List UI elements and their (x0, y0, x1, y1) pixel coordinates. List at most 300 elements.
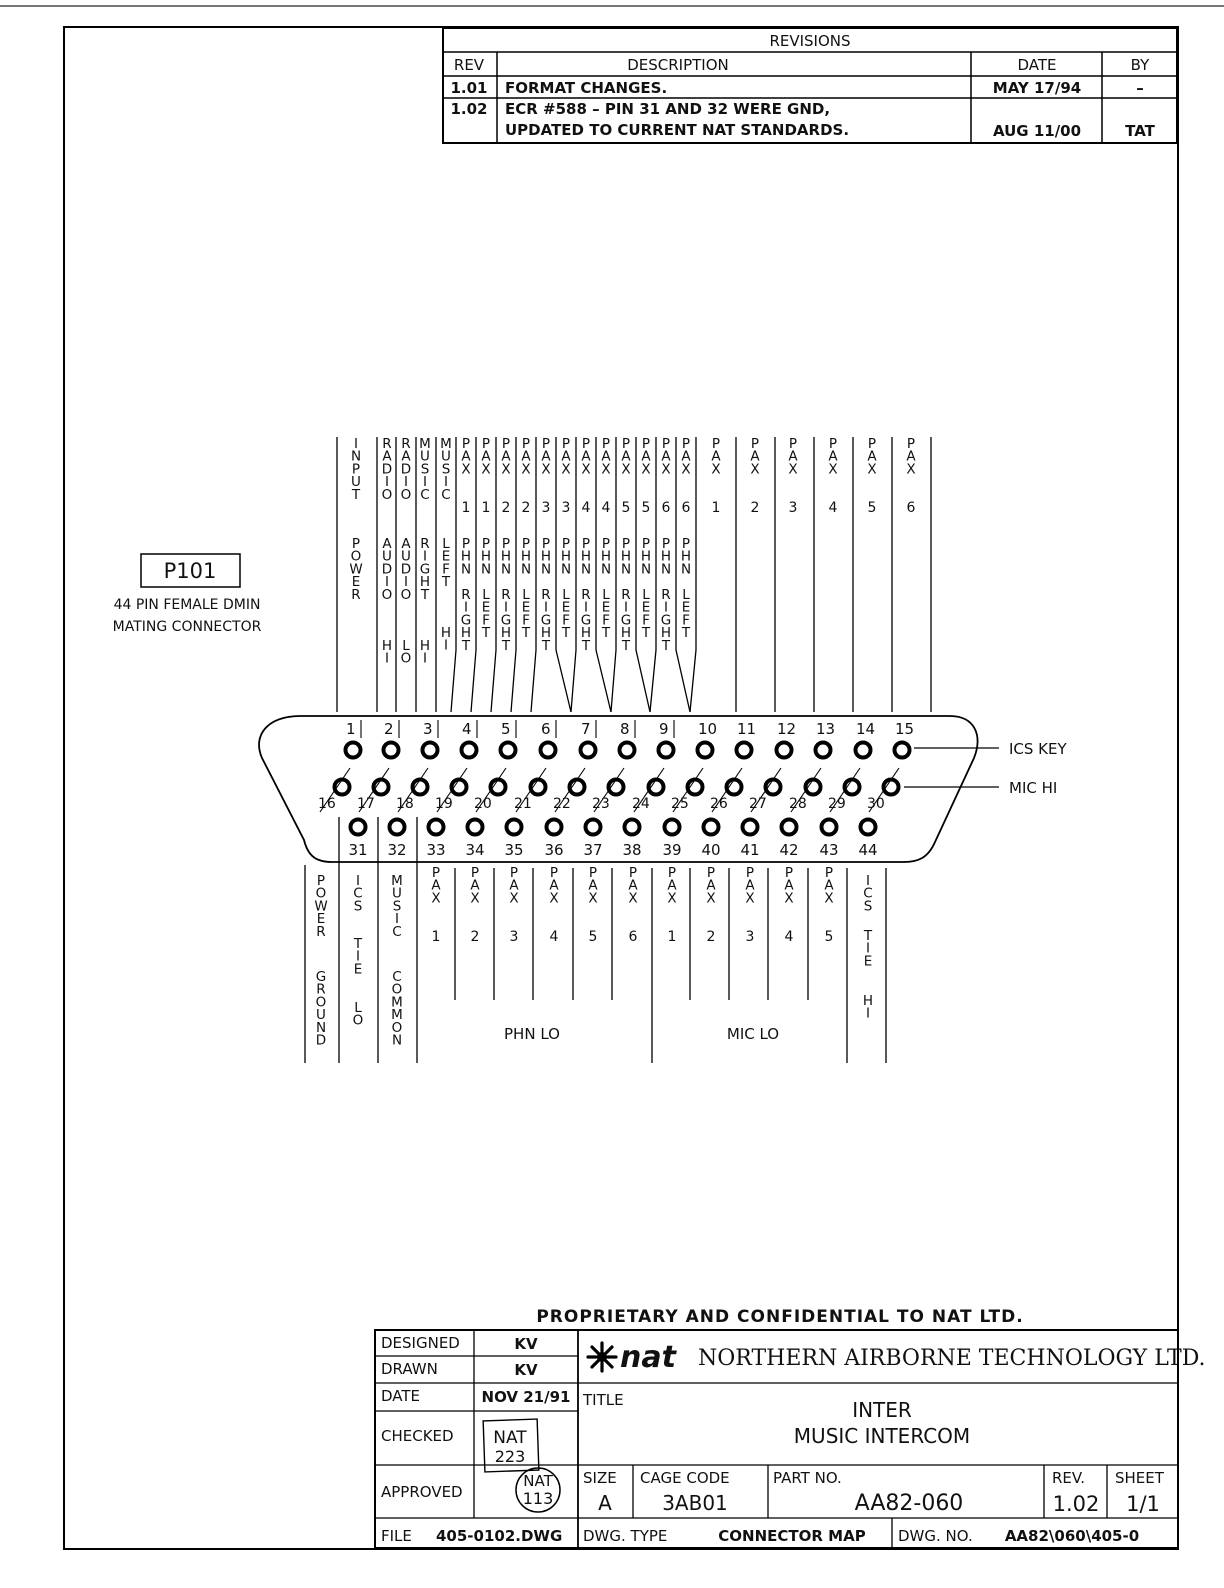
signal-letter: N (520, 561, 532, 578)
pin (583, 820, 602, 860)
svg-text:NAT: NAT (523, 1472, 553, 1490)
signal-letter: H (600, 548, 612, 565)
signal-letter: O (391, 981, 403, 998)
signal-letter: T (441, 574, 451, 591)
signal-letter: A (667, 877, 677, 894)
signal-letter: I (544, 599, 548, 616)
signal-letter: A (382, 448, 392, 465)
signal-letter: M (391, 994, 403, 1011)
pin (867, 768, 899, 812)
signal-letter: 2 (521, 500, 531, 516)
signal-letter: H (660, 548, 672, 565)
pin-number: 23 (592, 796, 610, 812)
signal-letter: L (602, 587, 610, 603)
pin (858, 820, 877, 860)
signal-letter: P (501, 436, 511, 452)
signal-letter: X (745, 890, 755, 907)
signal-letter: R (501, 587, 511, 603)
signal-letter: O (352, 1012, 364, 1029)
signal-letter: M (419, 436, 431, 452)
pin-contact (737, 743, 752, 758)
top-signal-label (906, 436, 916, 516)
signal-letter: R (401, 436, 411, 452)
signal-letter: N (560, 561, 572, 578)
signal-letter: P (509, 865, 519, 881)
signal-letter: A (628, 877, 638, 894)
signal-letter: G (580, 612, 592, 629)
signal-letter: X (828, 461, 838, 478)
signal-letter: H (419, 638, 431, 654)
signal-letter: H (480, 548, 492, 565)
signal-letter: P (549, 865, 559, 881)
signal-letter: E (641, 599, 651, 616)
pin-contact (547, 820, 562, 835)
signal-letter: G (620, 612, 632, 629)
pin-contact (856, 743, 871, 758)
signal-letter: W (314, 898, 328, 915)
bottom-signal-label (628, 865, 638, 945)
signal-letter: I (624, 599, 628, 616)
signal-letter: O (381, 486, 393, 503)
pin (514, 768, 546, 812)
top-signal-label (681, 436, 692, 641)
approved-stamp (516, 1468, 560, 1512)
pin (749, 768, 781, 812)
signal-letter: A (711, 448, 721, 465)
pin-contact (895, 743, 910, 758)
signal-letter: N (620, 561, 632, 578)
signal-letter: X (621, 461, 631, 478)
pin (384, 720, 400, 758)
pin (501, 720, 517, 758)
signal-letter: C (441, 486, 451, 503)
phn-lo-group-label: PHN LO (504, 1025, 560, 1043)
signal-letter: L (442, 536, 450, 552)
signal-letter: 2 (750, 500, 760, 516)
signal-letter: P (824, 865, 834, 881)
signal-letter: N (540, 561, 552, 578)
pin-number: 38 (622, 841, 642, 859)
signal-letter: I (356, 948, 360, 965)
signal-letter: L (482, 587, 490, 603)
signal-letter: 4 (581, 500, 591, 516)
signal-letter: X (601, 461, 611, 478)
pin (671, 768, 703, 812)
bottom-signal-label (745, 865, 755, 945)
signal-letter: 5 (621, 500, 631, 516)
pin (504, 820, 523, 860)
svg-text:nat: nat (620, 1340, 676, 1375)
signal-letter: P (561, 436, 571, 452)
signal-letter: A (588, 877, 598, 894)
signal-letter: 5 (588, 929, 598, 945)
pin (462, 720, 478, 758)
top-signal-label (521, 436, 532, 641)
revision-number: 1.01 (450, 79, 488, 97)
signal-letter: A (541, 448, 551, 465)
pin-contact (423, 743, 438, 758)
signal-letter: 3 (561, 500, 571, 516)
dwg-no-label: DWG. NO. (898, 1527, 973, 1545)
signal-letter: S (392, 898, 402, 915)
rev-value: 1.02 (1052, 1492, 1100, 1516)
signal-letter: X (470, 890, 480, 907)
bottom-signal-label (549, 865, 559, 945)
signal-letter: P (867, 436, 877, 452)
signal-letter: 3 (745, 929, 755, 945)
pin (544, 820, 563, 860)
signal-letter: I (444, 474, 448, 491)
pin-contact (659, 743, 674, 758)
top-signal-label (867, 436, 877, 516)
signal-letter: A (828, 448, 838, 465)
signal-letter: I (385, 474, 389, 491)
pin-contact (782, 820, 797, 835)
pin-number: 16 (318, 796, 336, 812)
signal-wire (571, 650, 576, 712)
signal-letter: F (562, 612, 570, 629)
pin-number: 37 (583, 841, 603, 859)
signal-wire (531, 650, 536, 712)
signal-letter: A (521, 448, 531, 465)
signal-letter: I (385, 650, 389, 667)
signal-letter: A (788, 448, 798, 465)
signal-letter: E (353, 961, 363, 978)
signal-letter: T (541, 637, 551, 654)
signal-letter: I (664, 599, 668, 616)
signal-letter: N (640, 561, 652, 578)
signal-letter: H (540, 625, 552, 642)
top-signal-label (581, 436, 592, 654)
drawn-value: KV (514, 1361, 538, 1379)
pin-number: 33 (426, 841, 446, 859)
signal-letter: H (620, 548, 632, 565)
bottom-signal-label (314, 873, 327, 1049)
signal-letter: F (442, 561, 450, 578)
signal-letter: F (522, 612, 530, 629)
signal-letter: 1 (667, 929, 677, 945)
date-value: NOV 21/91 (481, 1388, 571, 1406)
signal-letter: I (354, 436, 358, 452)
signal-letter: A (470, 877, 480, 894)
top-signal-label (661, 436, 672, 654)
signal-letter: A (561, 448, 571, 465)
signal-letter: C (353, 885, 363, 902)
pin-number: 42 (779, 841, 799, 859)
pin-number: 17 (357, 796, 375, 812)
checked-stamp (483, 1419, 539, 1472)
signal-letter: H (460, 548, 472, 565)
signal-letter: H (460, 625, 472, 642)
signal-letter: 5 (641, 500, 651, 516)
signal-letter: A (824, 877, 834, 894)
signal-letter: 3 (541, 500, 551, 516)
signal-letter: N (660, 561, 672, 578)
signal-letter: A (750, 448, 760, 465)
bottom-signal-labels (314, 865, 873, 1049)
signal-letter: 1 (711, 500, 721, 516)
pin-contact (698, 743, 713, 758)
signal-letter: I (423, 474, 427, 491)
pin-number: 27 (749, 796, 767, 812)
svg-text:NAT: NAT (493, 1428, 527, 1448)
signal-letter: 1 (481, 500, 491, 516)
checked-label: CHECKED (381, 1427, 454, 1445)
pin-contact (816, 743, 831, 758)
signal-letter: T (481, 625, 491, 642)
pin-contact (743, 820, 758, 835)
signal-letter: S (353, 898, 363, 915)
pin (659, 720, 675, 758)
signal-letter: O (381, 586, 393, 603)
pin (777, 720, 797, 758)
signal-letter: A (784, 877, 794, 894)
signal-letter: S (863, 898, 873, 915)
signal-letter: T (641, 625, 651, 642)
revision-number: 1.02 (450, 100, 488, 118)
signal-letter: O (315, 994, 327, 1011)
pin (581, 720, 597, 758)
pin-contact (384, 743, 399, 758)
signal-letter: X (461, 461, 471, 478)
top-signal-label (621, 436, 632, 654)
signal-letter: E (601, 599, 611, 616)
mic-lo-group-label: MIC LO (726, 1025, 780, 1043)
signal-letter: P (351, 536, 361, 552)
pin (819, 820, 838, 860)
pin (357, 768, 389, 812)
pin-number: 34 (465, 841, 485, 859)
signal-letter: P (521, 536, 531, 552)
signal-letter: P (541, 436, 551, 452)
pin-contact (462, 743, 477, 758)
signal-letter: P (661, 536, 671, 552)
signal-letter: P (461, 536, 471, 552)
signal-wire (491, 650, 496, 712)
signal-letter: A (501, 448, 511, 465)
pin (474, 768, 506, 812)
pin (789, 768, 821, 812)
pin (396, 768, 428, 812)
signal-letter: I (584, 599, 588, 616)
pin (701, 820, 720, 860)
signal-letter: 3 (509, 929, 519, 945)
pin (816, 720, 836, 758)
size-label: SIZE (583, 1469, 617, 1487)
signal-letter: T (501, 637, 511, 654)
drawn-label: DRAWN (381, 1360, 438, 1378)
signal-letter: N (391, 1032, 403, 1049)
pin (710, 768, 742, 812)
pin (698, 720, 718, 758)
pin-contact (704, 820, 719, 835)
signal-letter: R (461, 587, 471, 603)
pin (426, 820, 445, 860)
date-label: DATE (381, 1387, 421, 1405)
revision-row (450, 100, 1155, 140)
pin-number: 10 (698, 720, 718, 738)
signal-letter: T (561, 625, 571, 642)
signal-letter: X (431, 890, 441, 907)
dwg-type-value: CONNECTOR MAP (718, 1527, 866, 1545)
pin-number: 20 (474, 796, 492, 812)
signal-letter: T (581, 637, 591, 654)
signal-letter: O (400, 586, 412, 603)
pin-number: 30 (867, 796, 885, 812)
signal-letter: D (400, 461, 412, 478)
signal-letter: X (541, 461, 551, 478)
connector-pins (318, 720, 914, 859)
signal-letter: P (461, 436, 471, 452)
connector-description: MATING CONNECTOR (112, 619, 262, 635)
signal-wire (690, 650, 696, 712)
pin (387, 820, 406, 860)
signal-letter: O (315, 885, 327, 902)
signal-letter: T (661, 637, 671, 654)
signal-letter: A (401, 448, 411, 465)
signal-letter: C (392, 923, 402, 940)
signal-letter: 6 (906, 500, 916, 516)
rev-label: REV. (1052, 1469, 1085, 1487)
revision-date: AUG 11/00 (992, 122, 1082, 140)
signal-letter: P (745, 865, 755, 881)
signal-letter: X (509, 890, 519, 907)
signal-letter: S (441, 461, 451, 478)
signal-letter: S (420, 461, 430, 478)
bottom-signal-label (470, 865, 480, 945)
size-value: A (598, 1491, 612, 1515)
pin-number: 15 (895, 720, 915, 738)
pin-number: 39 (662, 841, 682, 859)
signal-wire (556, 650, 571, 712)
signal-letter: E (481, 599, 491, 616)
signal-letter: G (660, 612, 672, 629)
signal-letter: L (522, 587, 530, 603)
top-signal-labels (349, 436, 916, 667)
signal-letter: A (401, 536, 411, 552)
signal-letter: H (660, 625, 672, 642)
pin-contact (501, 743, 516, 758)
file-label: FILE (381, 1527, 412, 1545)
signal-letter: E (316, 911, 326, 928)
signal-letter: X (549, 890, 559, 907)
signal-letter: N (315, 1019, 327, 1036)
signal-letter: A (621, 448, 631, 465)
signal-letter: P (581, 436, 591, 452)
signal-letter: A (661, 448, 671, 465)
pin-number: 4 (462, 720, 472, 738)
cage-code-label: CAGE CODE (640, 1469, 730, 1487)
signal-letter: H (540, 548, 552, 565)
signal-letter: P (661, 436, 671, 452)
designed-value: KV (514, 1335, 538, 1353)
signal-letter: X (588, 890, 598, 907)
pin-number: 22 (553, 796, 571, 812)
signal-letter: U (351, 474, 361, 491)
pin-number: 8 (620, 720, 630, 738)
pin-number: 24 (632, 796, 650, 812)
signal-letter: 6 (681, 500, 691, 516)
signal-letter: I (385, 574, 389, 591)
signal-letter: P (667, 865, 677, 881)
signal-letter: I (866, 1005, 870, 1022)
signal-letter: 1 (461, 500, 471, 516)
top-signal-label (461, 436, 472, 654)
signal-letter: A (461, 448, 471, 465)
signal-letter: R (621, 587, 631, 603)
pin-number: 7 (581, 720, 591, 738)
signal-letter: P (481, 536, 491, 552)
pin-number: 19 (435, 796, 453, 812)
revisions-title: REVISIONS (769, 32, 851, 50)
signal-letter: P (706, 865, 716, 881)
pin (740, 820, 759, 860)
signal-letter: H (500, 625, 512, 642)
signal-letter: L (682, 587, 690, 603)
pin-contact (665, 820, 680, 835)
signal-letter: X (706, 890, 716, 907)
signal-letter: C (420, 486, 430, 503)
pin-contact (541, 743, 556, 758)
signal-wire (471, 650, 476, 712)
rev-header: REV (453, 56, 485, 74)
signal-letter: E (351, 574, 361, 591)
signal-letter: M (440, 436, 452, 452)
bottom-signal-label (824, 865, 834, 945)
bottom-signal-label (588, 865, 598, 945)
pin-contact (429, 820, 444, 835)
signal-letter: E (863, 953, 873, 970)
signal-letter: D (315, 1032, 327, 1049)
signal-letter: U (392, 885, 402, 902)
revision-date: MAY 17/94 (992, 79, 1082, 97)
signal-letter: 3 (788, 500, 798, 516)
signal-letter: P (541, 536, 551, 552)
pin (856, 720, 876, 758)
pin (737, 720, 757, 758)
signal-letter: G (419, 561, 431, 578)
pin-number: 40 (701, 841, 721, 859)
bottom-signal-label (431, 865, 441, 945)
signal-letter: X (750, 461, 760, 478)
ics-key-callout: ICS KEY (1009, 740, 1067, 758)
pin (553, 768, 585, 812)
top-signal-label (541, 436, 552, 654)
designed-label: DESIGNED (381, 1334, 460, 1352)
pin (318, 768, 350, 812)
bottom-signal-label (509, 865, 519, 945)
signal-letter: G (315, 969, 327, 985)
signal-letter: X (661, 461, 671, 478)
signal-letter: X (711, 461, 721, 478)
pin (895, 720, 915, 758)
signal-letter: P (588, 865, 598, 881)
title-label: TITLE (583, 1391, 624, 1409)
signal-letter: U (420, 448, 430, 465)
revision-description: FORMAT CHANGES. (505, 79, 668, 97)
signal-letter: X (784, 890, 794, 907)
revision-description: ECR #588 – PIN 31 AND 32 WERE GND, (505, 100, 831, 118)
pin-number: 11 (737, 720, 757, 738)
pin-number: 2 (384, 720, 394, 738)
signal-letter: O (400, 486, 412, 503)
signal-letter: N (460, 561, 472, 578)
mic-hi-callout: MIC HI (1009, 779, 1058, 797)
pin-contact (351, 820, 366, 835)
by-header: BY (1130, 56, 1150, 74)
signal-letter: R (581, 587, 591, 603)
pin (435, 768, 467, 812)
